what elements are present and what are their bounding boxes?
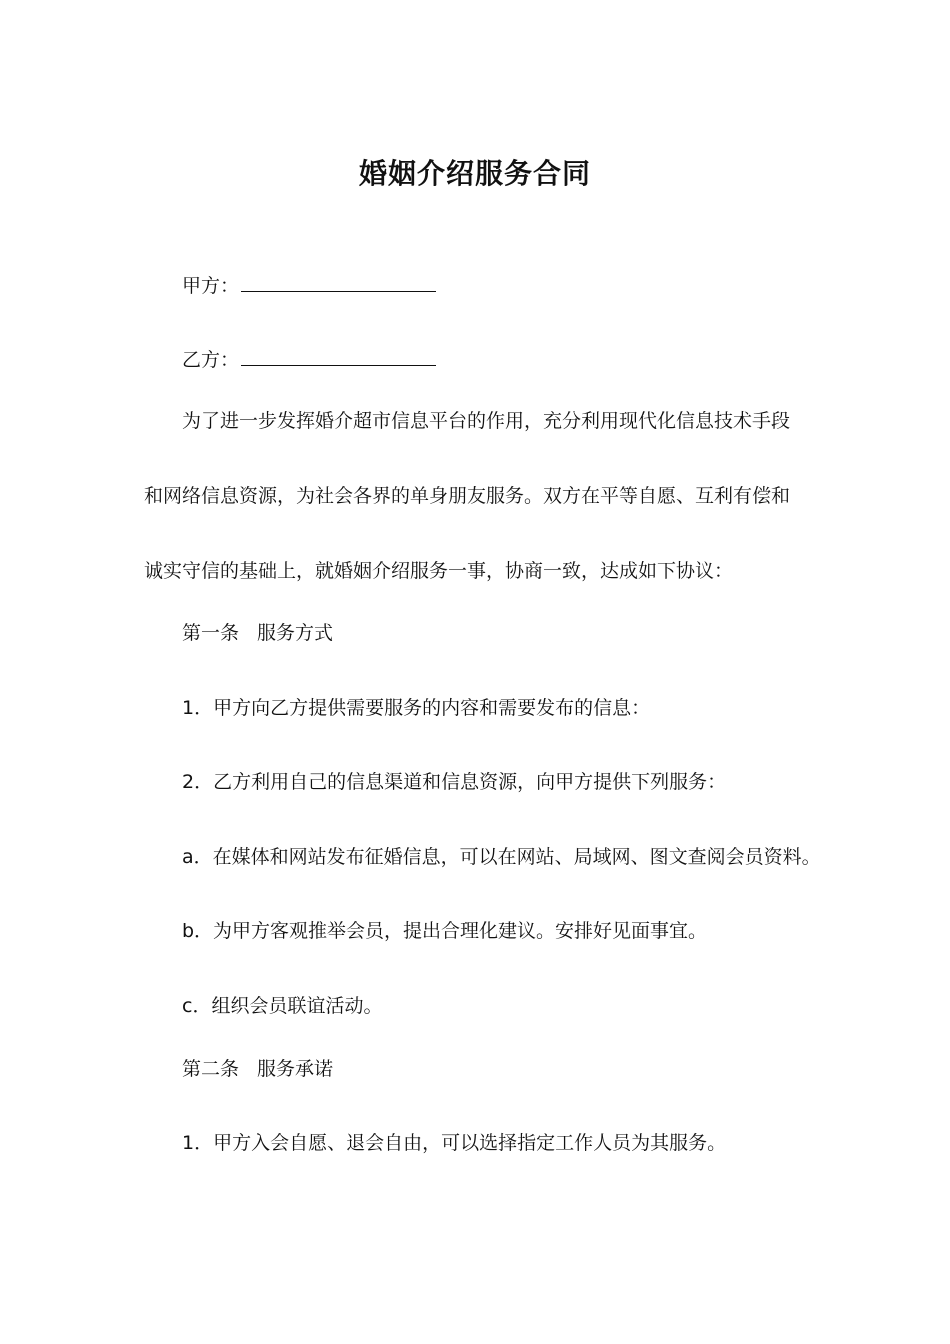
article2-heading [182,1057,333,1081]
intro-line-1: 为了进一步发挥婚介超市信息平台的作用，充分利用现代化信息技术手段 [182,410,791,432]
party-b-label: 乙方： [182,349,240,371]
article1-item-c: c．组织会员联谊活动。 [182,995,383,1017]
article2-title: 服务承诺 [257,1058,334,1080]
party-a-line [182,273,436,298]
intro-line-2: 和网络信息资源，为社会各界的单身朋友服务。双方在平等自愿、互利有偿和 [144,485,791,507]
article2-number: 第二条 [182,1058,240,1080]
party-a-label: 甲方： [182,275,240,297]
article1-item-1: 1．甲方向乙方提供需要服务的内容和需要发布的信息： [182,697,651,719]
party-a-blank [241,273,436,292]
article1-item-a: a．在媒体和网站发布征婚信息，可以在网站、局域网、图文查阅会员资料。 [182,846,821,868]
article1-item-b: b．为甲方客观推举会员，提出合理化建议。安排好见面事宜。 [182,920,708,942]
article1-heading [182,621,333,645]
intro-line-3: 诚实守信的基础上，就婚姻介绍服务一事，协商一致，达成如下协议： [144,560,734,582]
party-b-blank [241,347,436,366]
article1-title: 服务方式 [257,622,334,644]
article1-item-2: 2．乙方利用自己的信息渠道和信息资源，向甲方提供下列服务： [182,771,727,793]
article1-number: 第一条 [182,622,240,644]
document-title: 婚姻介绍服务合同 [358,157,591,190]
article2-item-1: 1．甲方入会自愿、退会自由，可以选择指定工作人员为其服务。 [182,1132,727,1154]
party-b-line [182,347,436,372]
